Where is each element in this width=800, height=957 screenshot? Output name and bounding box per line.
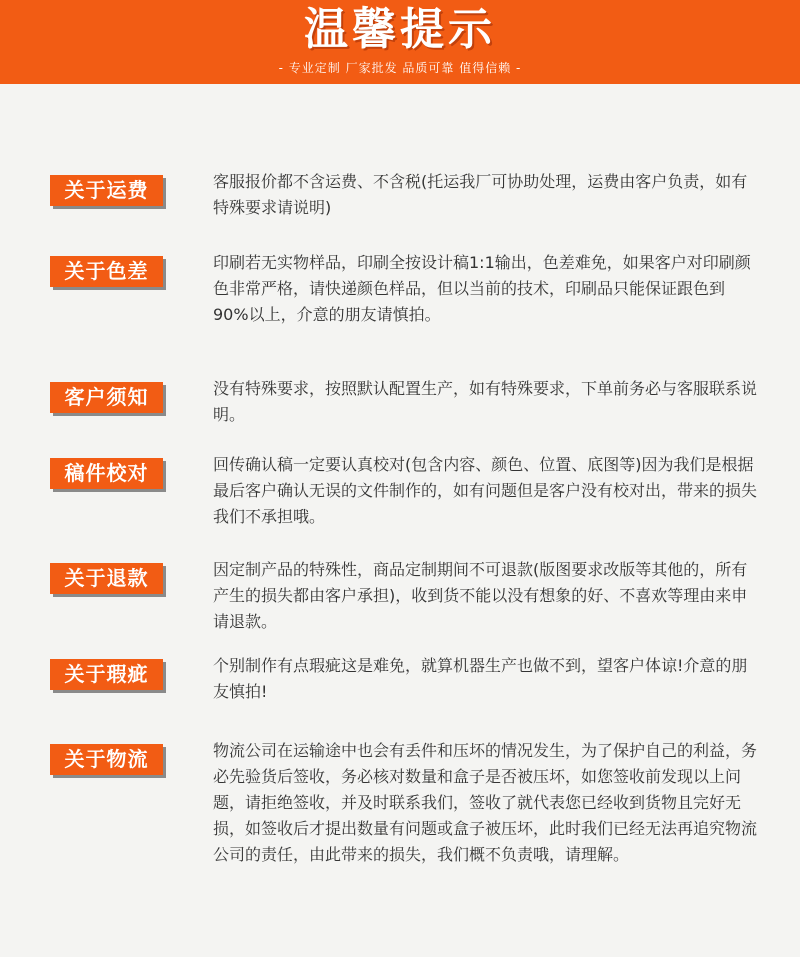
notice-text: 没有特殊要求，按照默认配置生产，如有特殊要求，下单前务必与客服联系说明。	[213, 379, 758, 424]
notice-label: 客户须知	[50, 382, 163, 413]
notice-label: 关于退款	[50, 563, 163, 594]
notice-label: 关于物流	[50, 744, 163, 775]
header-banner	[0, 0, 800, 84]
notice-text: 个别制作有点瑕疵这是难免，就算机器生产也做不到，望客户体谅!介意的朋友慎拍!	[213, 656, 748, 701]
page-title: 温馨提示	[304, 4, 496, 55]
notice-text: 因定制产品的特殊性，商品定制期间不可退款(版图要求改版等其他的，所有产生的损失都由客户承担)，收到货不能以没有想象的好、不喜欢等理由来申请退款。	[213, 560, 748, 631]
notice-label: 稿件校对	[50, 458, 163, 489]
notice-text: 客服报价都不含运费、不含税(托运我厂可协助处理，运费由客户负责，如有特殊要求请说明)	[213, 172, 748, 217]
notice-label: 关于色差	[50, 256, 163, 287]
notice-text: 印刷若无实物样品，印刷全按设计稿1:1输出，色差难免，如果客户对印刷颜色非常严格，请快递颜色样品，但以当前的技术，印刷品只能保证跟色到90%以上，介意的朋友请慎拍。	[213, 253, 751, 324]
notice-label: 关于瑕疵	[50, 659, 163, 690]
page-subtitle: - 专业定制 厂家批发 品质可靠 值得信赖 -	[278, 61, 522, 75]
notice-text: 物流公司在运输途中也会有丢件和压坏的情况发生，为了保护自己的利益，务必先验货后签收，务必核对数量和盒子是否被压坏，如您签收前发现以上问题，请拒绝签收，并及时联系我们，签收了就代表您已经收到货物且完好无损，如签收后才提出数量有问题或盒子被压坏，此时我们已经无法再追究物流公司的责任，由此带来的损失，我们概不负责哦，请理解。	[213, 741, 758, 864]
notice-label: 关于运费	[50, 175, 163, 206]
notice-text: 回传确认稿一定要认真校对(包含内容、颜色、位置、底图等)因为我们是根据最后客户确认无误的文件制作的，如有问题但是客户没有校对出，带来的损失我们不承担哦。	[213, 455, 758, 526]
